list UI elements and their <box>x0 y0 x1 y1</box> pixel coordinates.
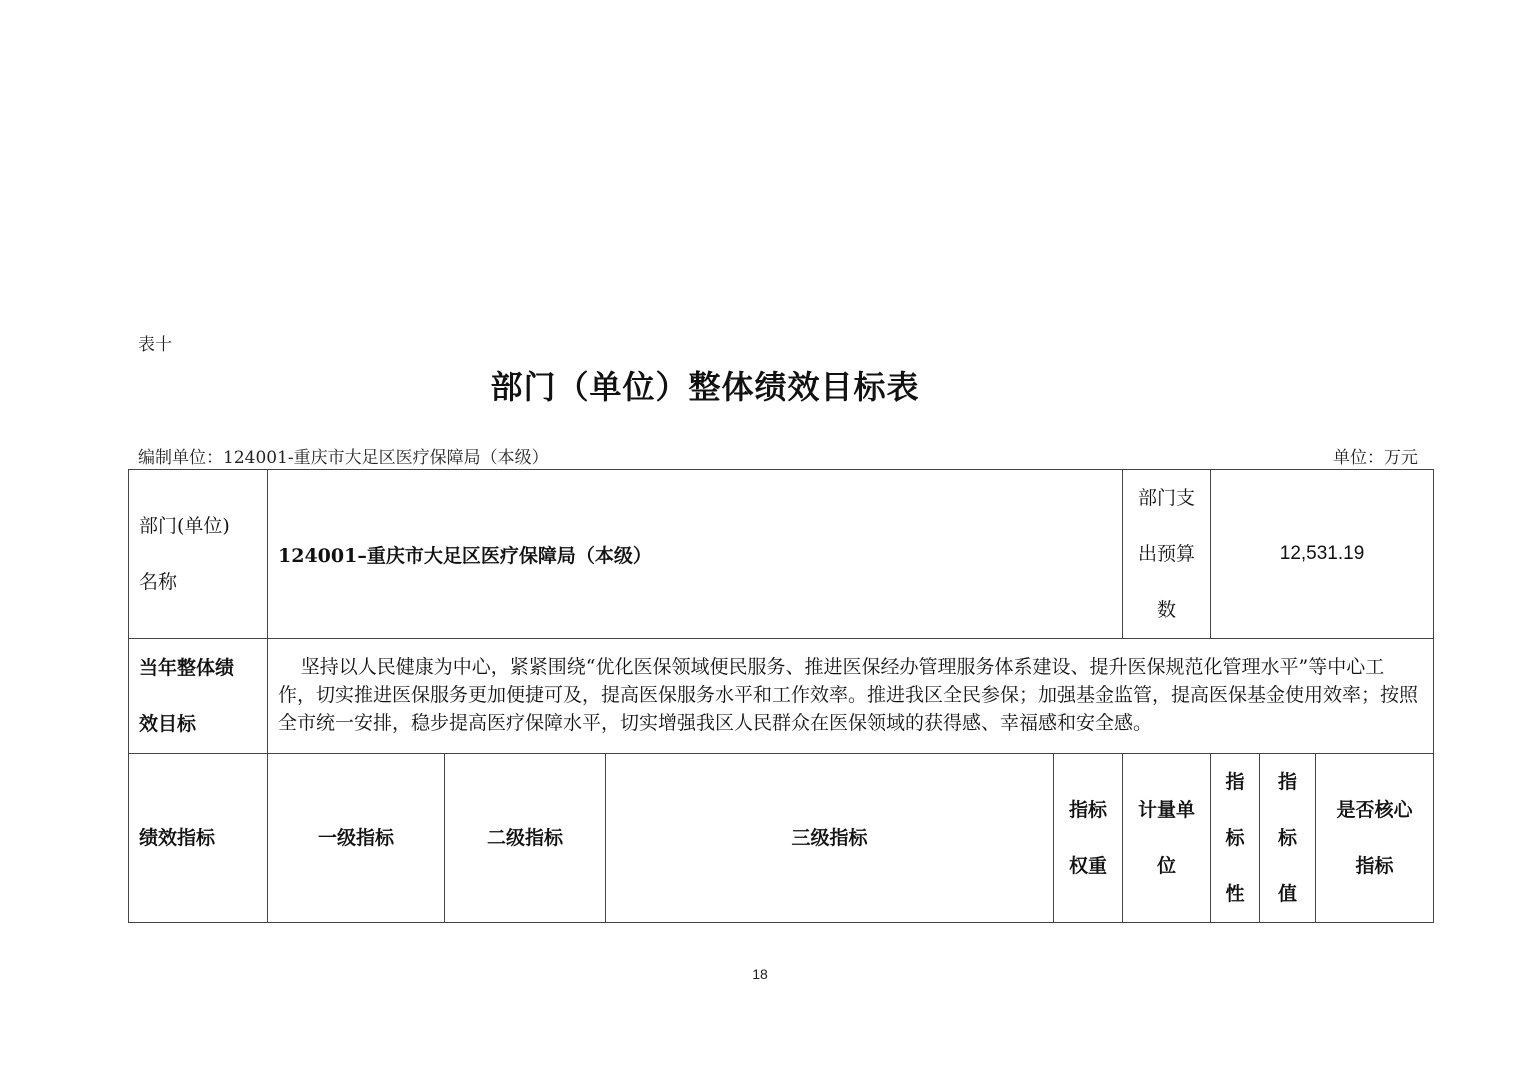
level1-indicator-header: 一级指标 <box>268 754 445 923</box>
budget-value: 12,531.19 <box>1211 470 1434 639</box>
indicator-header-row <box>129 754 1434 923</box>
performance-table <box>128 469 1434 923</box>
unit-name-value: 124001–重庆市大足区医疗保障局（本级） <box>268 470 1123 639</box>
annual-goal-text: 坚持以人民健康为中心，紧紧围绕“优化医保领域便民服务、推进医保经办管理服务体系建设、提升医保规范化管理水平”等中心工作，切实推进医保服务更加便捷可及，提高医保服务水平和工作效率。推进我区全民参保；加强基金监管，提高医保基金使用效率；按照全市统一安排，稳步提高医疗保障水平，切实增强我区人民群众在医保领域的获得感、幸福感和安全感。 <box>268 639 1434 754</box>
annual-goal-label: 当年整体绩 效目标 <box>129 639 268 754</box>
level3-indicator-header: 三级指标 <box>606 754 1054 923</box>
annual-goal-row <box>129 639 1434 754</box>
document-title: 部门（单位）整体绩效目标表 <box>490 368 920 406</box>
measure-unit-header: 计量单 位 <box>1123 754 1211 923</box>
level2-indicator-header: 二级指标 <box>445 754 606 923</box>
table-label: 表十 <box>138 335 172 355</box>
budget-label: 部门支 出预算 数 <box>1123 470 1211 639</box>
compiling-unit: 编制单位：124001-重庆市大足区医疗保障局（本级） <box>138 448 549 468</box>
unit-name-row <box>129 470 1434 639</box>
indicator-nature-header: 指 标 性 <box>1211 754 1260 923</box>
perf-indicator-label: 绩效指标 <box>129 754 268 923</box>
core-indicator-header: 是否核心 指标 <box>1316 754 1434 923</box>
indicator-value-header: 指 标 值 <box>1260 754 1316 923</box>
currency-unit: 单位：万元 <box>1333 448 1418 468</box>
weight-header: 指标 权重 <box>1054 754 1123 923</box>
page-number: 18 <box>752 966 768 982</box>
unit-name-label: 部门(单位) 名称 <box>129 470 268 639</box>
